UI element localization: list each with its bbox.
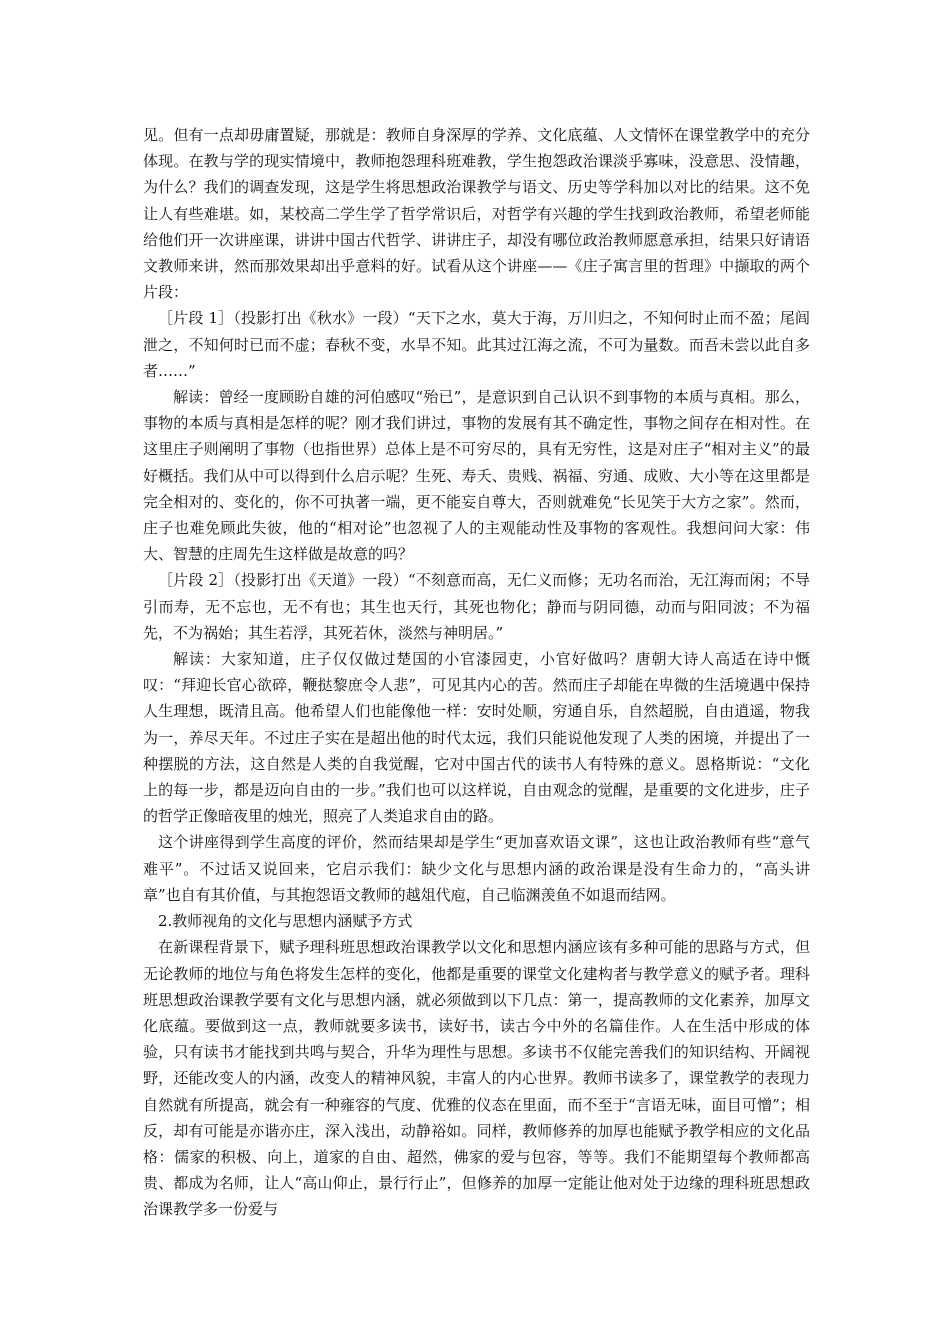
paragraph-excerpt-1: ［片段 1］（投影打出《秋水》一段）“天下之水，莫大于海，万川归之，不知何时止而不盈；尾闾泄之，不知何时已而不虚；春秋不变，水旱不知。此其过江海之流，不可为量数。而吾未尝以此自多者……” bbox=[143, 309, 810, 380]
paragraph-interpretation-2: 解读：大家知道，庄子仅仅做过楚国的小官漆园吏，小官好做吗？唐朝大诗人高适在诗中慨叹：“拜迎长官心欲碎，鞭挞黎庶令人悲”，可见其内心的苦。然而庄子却能在卑微的生活境遇中保持人生理想，既清且高。他希望人们也能像他一样：安时处顺，穷通自乐，自然超脱，自由逍遥，物我为一，养尽天年。不过庄子实在是超出他的时代太远，我们只能说他发现了人类的困境，并提出了一种摆脱的方法，这自然是人类的自我觉醒，它对中国古代的读书人有特殊的意义。恩格斯说：“文化上的每一步，都是迈向自由的一步。”我们也可以这样说，自由观念的觉醒，是重要的文化进步，庄子的哲学正像暗夜里的烛光，照亮了人类追求自由的路。 bbox=[143, 650, 810, 826]
paragraph-excerpt-2: ［片段 2］（投影打出《天道》一段）“不刻意而高，无仁义而修；无功名而治，无江海而闲；不导引而寿，无不忘也，无不有也；其生也天行，其死也物化；静而与阴同德，动而与阳同波；不为福先，不为祸始；其生若浮，其死若休，淡然与神明居。” bbox=[143, 571, 810, 642]
document-page bbox=[143, 122, 810, 1223]
paragraph-section-body: 在新课程背景下，赋予理科班思想政治课教学以文化和思想内涵应该有多种可能的思路与方式，但无论教师的地位与角色将发生怎样的变化，他都是重要的课堂文化建构者与教学意义的赋予者。理科班思想政治课教学要有文化与思想内涵，就必须做到以下几点：第一，提高教师的文化素养，加厚文化底蕴。要做到这一点，教师就要多读书，读好书，读古今中外的名篇佳作。人在生活中形成的体验，只有读书才能找到共鸣与契合，升华为理性与思想。多读书不仅能完善我们的知识结构、开阔视野，还能改变人的内涵，改变人的精神风貌，丰富人的内心世界。教师书读多了，课堂教学的表现力自然就有所提高，就会有一种雍容的气度、优雅的仪态在里面，而不至于“言语无味，面目可憎”；相反，却有可能是亦谐亦庄，深入浅出，动静裕如。同样，教师修养的加厚也能赋予教学相应的文化品格：儒家的积极、向上，道家的自由、超然，佛家的爱与包容，等等。我们不能期望每个教师都高贵、都成为名师，让人“高山仰止，景行行止”，但修养的加厚一定能让他对处于边缘的理科班思想政治课教学多一份爱与 bbox=[143, 938, 810, 1219]
paragraph-lecture-evaluation: 这个讲座得到学生高度的评价，然而结果却是学生“更加喜欢语文课”，这也让政治教师有些“意气难平”。不过话又说回来，它启示我们：缺少文化与思想内涵的政治课是没有生命力的，“高头讲章”也自有其价值，与其抱怨语文教师的越俎代庖，自己临渊羡鱼不如退而结网。 bbox=[143, 833, 810, 904]
paragraph-interpretation-1: 解读：曾经一度顾盼自雄的河伯感叹“殆已”，是意识到自己认识不到事物的本质与真相。那么，事物的本质与真相是怎样的呢？刚才我们讲过，事物的发展有其不确定性，事物之间存在相对性。在这里庄子则阐明了事物（也指世界）总体上是不可穷尽的，具有无穷性，这是对庄子“相对主义”的最好概括。我们从中可以得到什么启示呢？生死、寿夭、贵贱、祸福、穷通、成败、大小等在这里都是完全相对的、变化的，你不可执著一端，更不能妄自尊大，否则就难免“长见笑于大方之家”。然而，庄子也难免顾此失彼，他的“相对论”也忽视了人的主观能动性及事物的客观性。我想问问大家：伟大、智慧的庄周先生这样做是故意的吗？ bbox=[143, 388, 810, 564]
paragraph-intro: 见。但有一点却毋庸置疑，那就是：教师自身深厚的学养、文化底蕴、人文情怀在课堂教学中的充分体现。在教与学的现实情境中，教师抱怨理科班难教，学生抱怨政治课淡乎寡味，没意思、没情趣，为什么？我们的调查发现，这是学生将思想政治课教学与语文、历史等学科加以对比的结果。这不免让人有些难堪。如，某校高二学生学了哲学常识后，对哲学有兴趣的学生找到政治教师，希望老师能给他们开一次讲座课，讲讲中国古代哲学、讲讲庄子，却没有哪位政治教师愿意承担，结果只好请语文教师来讲，然而那效果却出乎意料的好。试看从这个讲座——《庄子寓言里的哲理》中撷取的两个片段： bbox=[143, 126, 810, 302]
section-heading: 2.教师视角的文化与思想内涵赋予方式 bbox=[158, 912, 413, 931]
